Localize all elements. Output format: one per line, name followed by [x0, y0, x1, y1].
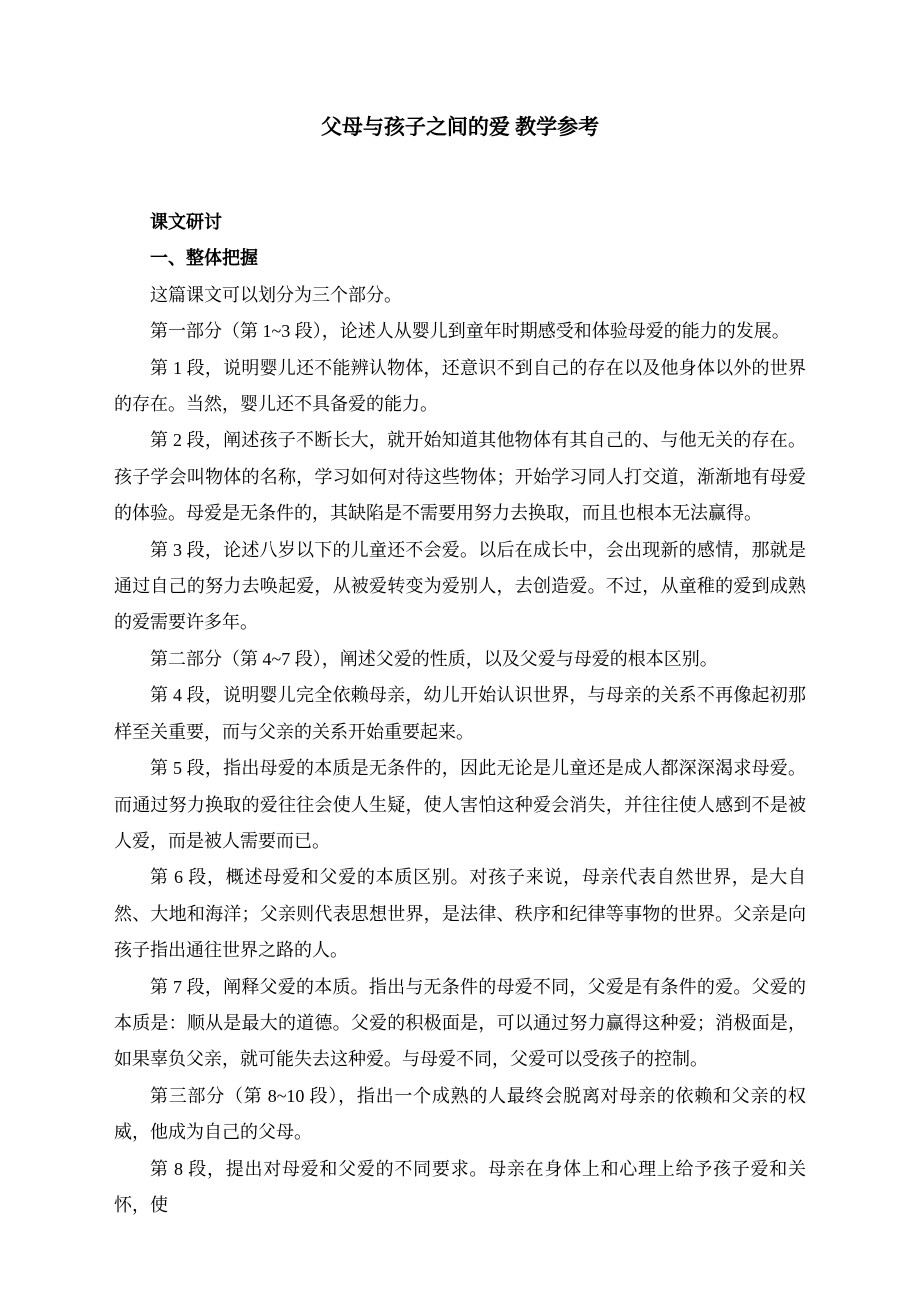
- paragraph: 第二部分（第 4~7 段），阐述父爱的性质，以及父爱与母爱的根本区别。: [150, 648, 718, 669]
- paragraph: 第三部分（第 8~10 段），指出一个成熟的人最终会脱离对母亲的依赖和父亲的权威，他成为自己的父母。: [114, 1085, 806, 1143]
- section-heading: 一、整体把握: [150, 248, 258, 269]
- paragraph: 第 8 段，提出对母爱和父爱的不同要求。母亲在身体上和心理上给予孩子爱和关怀，使: [114, 1158, 806, 1215]
- section-heading: 课文研讨: [150, 212, 222, 232]
- paragraph: 这篇课文可以划分为三个部分。: [150, 284, 402, 305]
- paragraph: 第 5 段，指出母爱的本质是无条件的，因此无论是儿童还是成人都深深渴求母爱。而通过努力换取的爱往往会使人生疑，使人害怕这种爱会消失，并往往使人感到不是被人爱，而是被人需要而已。: [114, 758, 806, 851]
- document-title: 父母与孩子之间的爱 教学参考: [320, 115, 600, 139]
- paragraph: 第 4 段，说明婴儿完全依赖母亲，幼儿开始认识世界，与母亲的关系不再像起初那样至关重要，而与父亲的关系开始重要起来。: [114, 685, 806, 742]
- paragraph: 第 6 段，概述母爱和父爱的本质区别。对孩子来说，母亲代表自然世界，是大自然、大地和海洋；父亲则代表思想世界，是法律、秩序和纪律等事物的世界。父亲是向孩子指出通往世界之路的人。: [114, 867, 806, 961]
- paragraph: 第 2 段，阐述孩子不断长大，就开始知道其他物体有其自己的、与他无关的存在。孩子学会叫物体的名称，学习如何对待这些物体；开始学习同人打交道，渐渐地有母爱的体验。母爱是无条件的，其缺陷是不需要用努力去换取，而且也根本无法赢得。: [114, 430, 806, 524]
- paragraph: 第 3 段，论述八岁以下的儿童还不会爱。以后在成长中，会出现新的感情，那就是通过自己的努力去唤起爱，从被爱转变为爱别人，去创造爱。不过，从童稚的爱到成熟的爱需要许多年。: [114, 539, 806, 633]
- paragraph: 第一部分（第 1~3 段），论述人从婴儿到童年时期感受和体验母爱的能力的发展。: [150, 321, 790, 342]
- paragraph: 第 7 段，阐释父爱的本质。指出与无条件的母爱不同，父爱是有条件的爱。父爱的本质是：顺从是最大的道德。父爱的积极面是，可以通过努力赢得这种爱；消极面是，如果辜负父亲，就可能失去这种爱。与母爱不同，父爱可以受孩子的控制。: [114, 976, 806, 1070]
- paragraph: 第 1 段，说明婴儿还不能辨认物体，还意识不到自己的存在以及他身体以外的世界的存在。当然，婴儿还不具备爱的能力。: [114, 357, 806, 415]
